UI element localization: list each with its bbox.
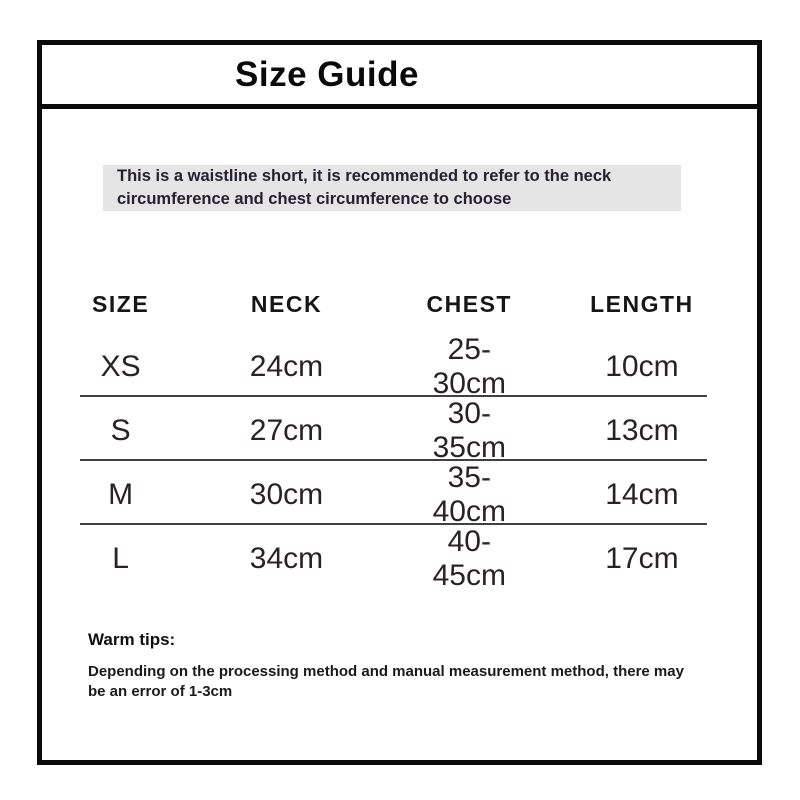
chest-value: 35-40cm — [432, 461, 506, 528]
warm-tips-section — [88, 630, 718, 702]
warm-tips-heading: Warm tips: — [88, 630, 176, 649]
length-value: 17cm — [605, 542, 679, 575]
chest-value: 30-35cm — [432, 397, 506, 464]
intro-paragraph — [103, 165, 681, 211]
column-header-chest: CHEST — [426, 290, 512, 317]
chest-value: 40-45cm — [432, 525, 506, 592]
table-row-l — [80, 525, 757, 592]
length-value: 13cm — [605, 414, 679, 447]
intro-line-1: This is a waistline short, it is recommended to refer to the neck — [103, 165, 681, 188]
neck-value: 24cm — [249, 350, 324, 383]
length-value: 14cm — [605, 478, 679, 511]
column-header-size: SIZE — [92, 290, 150, 317]
chest-value: 25-30cm — [432, 333, 506, 400]
title-bar — [42, 45, 757, 109]
warm-tips-body: Depending on the processing method and manual measurement method, there may be an error of 1-3cm — [88, 663, 684, 700]
intro-line-2: circumference and chest circumference to choose — [103, 188, 681, 211]
table-header-row — [80, 275, 757, 333]
size-guide-frame — [37, 40, 762, 765]
size-value: M — [108, 478, 134, 511]
size-value: XS — [100, 350, 141, 383]
table-row-s — [80, 397, 757, 464]
size-value: S — [110, 414, 131, 447]
size-value: L — [112, 542, 129, 575]
page-title: Size Guide — [235, 54, 419, 94]
table-row-xs — [80, 333, 757, 400]
column-header-neck: NECK — [250, 290, 323, 317]
neck-value: 34cm — [249, 542, 324, 575]
column-header-length: LENGTH — [590, 290, 694, 317]
neck-value: 27cm — [249, 414, 324, 447]
size-table — [80, 275, 757, 592]
neck-value: 30cm — [249, 478, 324, 511]
length-value: 10cm — [605, 350, 679, 383]
table-row-m — [80, 461, 757, 528]
